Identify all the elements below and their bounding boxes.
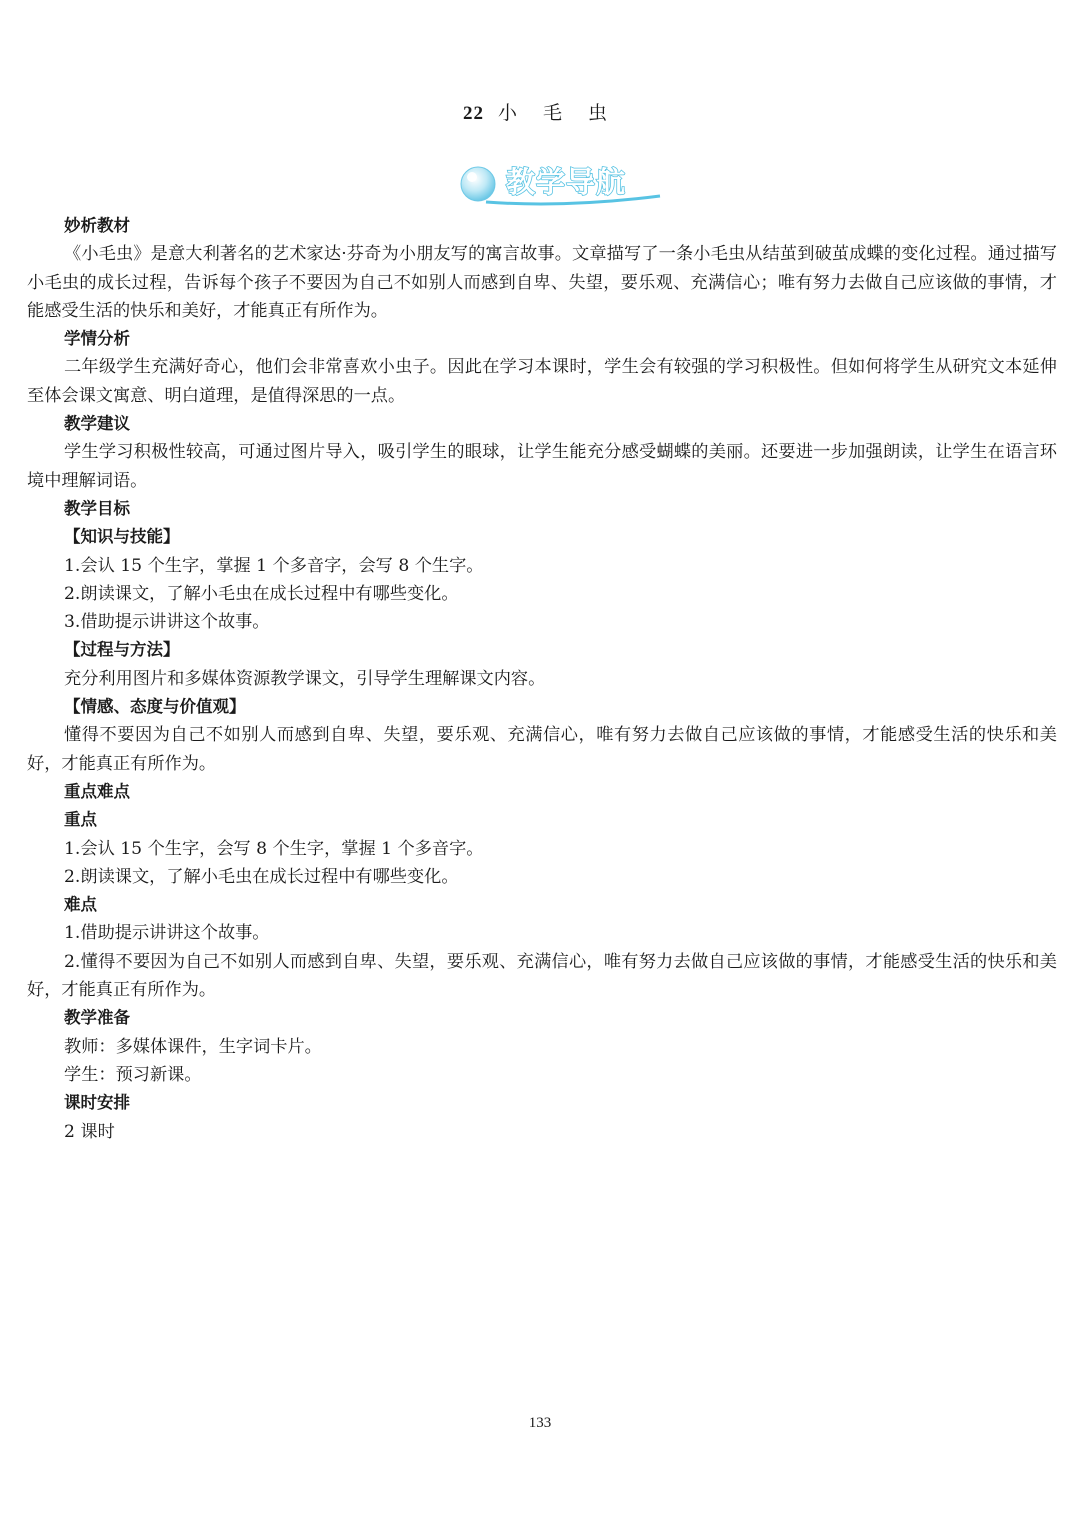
paragraph: 懂得不要因为自己不如别人而感到自卑、失望，要乐观、充满信心，唯有努力去做自己应该做的事情，才能感受生活的快乐和美好，才能真正有所作为。 bbox=[27, 725, 1057, 774]
list-item: 2 课时 bbox=[64, 1121, 115, 1142]
paragraph: 2.懂得不要因为自己不如别人而感到自卑、失望，要乐观、充满信心，唯有努力去做自己应该做的事情，才能感受生活的快乐和美好，才能真正有所作为。 bbox=[27, 951, 1057, 1001]
paragraph: 二年级学生充满好奇心，他们会非常喜欢小虫子。因此在学习本课时，学生会有较强的学习积极性。但如何将学生从研究文本延伸至体会课文寓意、明白道理，是值得深思的一点。 bbox=[27, 357, 1057, 406]
lesson-plan-content bbox=[27, 212, 1057, 1146]
section-heading: 【过程与方法】 bbox=[64, 640, 180, 660]
lesson-title bbox=[0, 98, 1080, 129]
lesson-number: 22 bbox=[462, 103, 484, 124]
section-heading: 重点 bbox=[64, 810, 97, 830]
banner-title: 教学导航 bbox=[506, 165, 627, 199]
section-heading: 妙析教材 bbox=[64, 216, 130, 235]
section-heading: 课时安排 bbox=[64, 1093, 130, 1113]
list-item: 教师：多媒体课件，生字词卡片。 bbox=[64, 1036, 322, 1057]
banner-bubble-icon bbox=[461, 167, 495, 201]
teaching-guide-banner bbox=[456, 156, 664, 212]
paragraph: 《小毛虫》是意大利著名的艺术家达·芬奇为小朋友写的寓言故事。文章描写了一条小毛虫从结茧到破茧成蝶的变化过程。通过描写小毛虫的成长过程，告诉每个孩子不要因为自己不如别人而感到自卑、失望，要乐观、充满信心；唯有努力去做自己应该做的事情，才能感受生活的快乐和美好，才能真正有所作为。 bbox=[27, 244, 1057, 321]
section-heading: 难点 bbox=[64, 895, 97, 915]
section-heading: 教学准备 bbox=[64, 1008, 130, 1028]
list-item: 充分利用图片和多媒体资源教学课文，引导学生理解课文内容。 bbox=[64, 668, 546, 689]
list-item: 2.朗读课文，了解小毛虫在成长过程中有哪些变化。 bbox=[64, 583, 459, 604]
lesson-name: 小 毛 虫 bbox=[497, 102, 618, 124]
section-heading: 【知识与技能】 bbox=[64, 527, 180, 547]
section-heading: 教学目标 bbox=[64, 498, 130, 518]
section-heading: 学情分析 bbox=[64, 329, 130, 349]
section-heading: 重点难点 bbox=[64, 781, 130, 801]
section-heading: 【情感、态度与价值观】 bbox=[64, 697, 246, 717]
list-item: 1.会认 15 个生字，会写 8 个生字，掌握 1 个多音字。 bbox=[64, 838, 484, 859]
list-item: 2.朗读课文，了解小毛虫在成长过程中有哪些变化。 bbox=[64, 866, 459, 887]
list-item: 3.借助提示讲讲这个故事。 bbox=[64, 612, 270, 633]
section-heading: 教学建议 bbox=[64, 414, 130, 434]
paragraph: 学生学习积极性较高，可通过图片导入，吸引学生的眼球，让学生能充分感受蝴蝶的美丽。还要进一步加强朗读，让学生在语言环境中理解词语。 bbox=[27, 442, 1057, 491]
list-item: 1.会认 15 个生字，掌握 1 个多音字，会写 8 个生字。 bbox=[64, 555, 484, 576]
page-number: 133 bbox=[528, 1415, 552, 1431]
list-item: 1.借助提示讲讲这个故事。 bbox=[64, 923, 270, 944]
list-item: 学生：预习新课。 bbox=[64, 1064, 202, 1085]
